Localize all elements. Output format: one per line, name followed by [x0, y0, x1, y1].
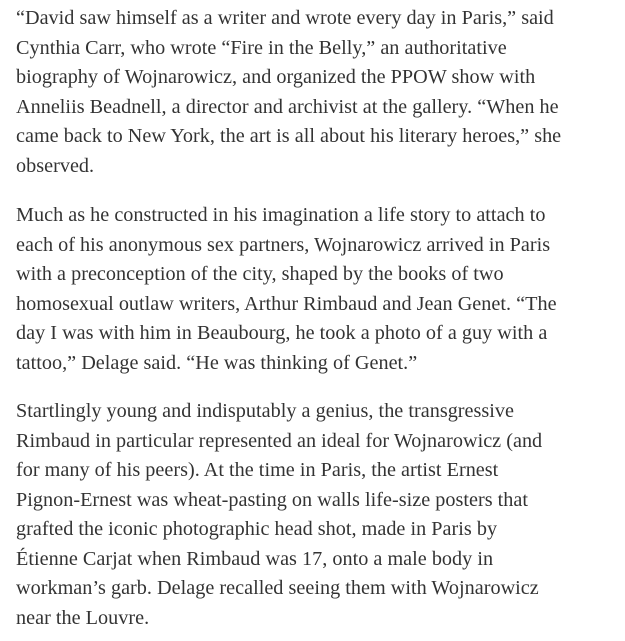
paragraph-line: tattoo,” Delage said. “He was thinking of Genet.”: [16, 351, 418, 374]
paragraph-line: Cynthia Carr, who wrote “Fire in the Belly,” an authoritative: [16, 36, 507, 59]
paragraph-line: homosexual outlaw writers, Arthur Rimbaud and Jean Genet. “The: [16, 292, 557, 315]
paragraph-line: observed.: [16, 154, 95, 177]
paragraph-line: Startlingly young and indisputably a genius, the transgressive: [16, 400, 515, 422]
paragraph-line: grafted the iconic photographic head shot, made in Paris by: [16, 518, 498, 540]
paragraph-2: [16, 201, 557, 378]
paragraph-line: Étienne Carjat when Rimbaud was 17, onto a male body in: [16, 547, 494, 570]
paragraph-line: day I was with him in Beaubourg, he took a photo of a guy with a: [16, 322, 548, 344]
paragraph-line: Anneliis Beadnell, a director and archivist at the gallery. “When he: [16, 95, 559, 118]
paragraph-line: Much as he constructed in his imagination a life story to attach to: [16, 204, 546, 226]
paragraph-line: each of his anonymous sex partners, Wojnarowicz arrived in Paris: [16, 233, 551, 256]
paragraph-line: biography of Wojnarowicz, and organized the PPOW show with: [16, 66, 536, 88]
paragraph-line: for many of his peers). At the time in Paris, the artist Ernest: [16, 459, 499, 481]
paragraph-line: Rimbaud in particular represented an ideal for Wojnarowicz (and: [16, 429, 543, 452]
paragraph-line: “David saw himself as a writer and wrote every day in Paris,” said: [16, 7, 554, 29]
paragraph-1: [16, 4, 561, 181]
paragraph-line: workman’s garb. Delage recalled seeing them with Wojnarowicz: [16, 577, 539, 599]
paragraph-line: near the Louvre.: [16, 606, 150, 629]
paragraph-line: came back to New York, the art is all about his literary heroes,” she: [16, 125, 562, 147]
paragraph-line: Pignon-Ernest was wheat-pasting on walls life-size posters that: [16, 488, 528, 511]
paragraph-3: [16, 397, 542, 633]
paragraph-line: with a preconception of the city, shaped by the books of two: [16, 263, 504, 285]
